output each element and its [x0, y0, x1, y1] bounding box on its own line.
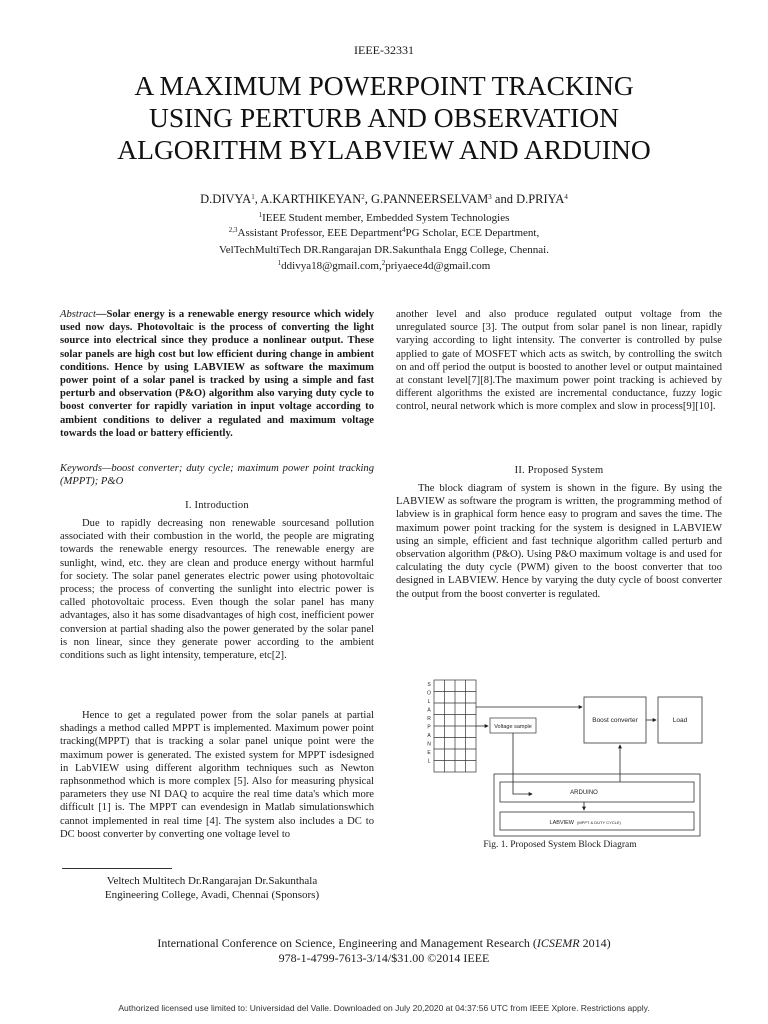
sponsor-footnote: [62, 874, 362, 902]
affiliation-3: VelTechMultiTech DR.Rangarajan DR.Sakunthala Engg College, Chennai.: [219, 244, 549, 256]
affiliation-2-sup-b: 4: [402, 226, 406, 234]
author-list: [0, 192, 768, 206]
section-heading-introduction: I. Introduction: [185, 500, 249, 511]
intro-paragraph-2: [60, 709, 374, 841]
author-3-sup: 3: [488, 193, 492, 201]
license-notice: Authorized licensed use limited to: Universidad del Valle. Downloaded on July 20,2020 at 04:37:56 UTC from IEEE Xplore. Restrictions apply.: [118, 1003, 650, 1013]
affiliation-1-text: IEEE Student member, Embedded System Technologies: [262, 212, 510, 224]
author-4: and D.PRIYA: [491, 192, 565, 206]
author-2-sup: 2: [361, 193, 365, 201]
title-line-1: A MAXIMUM POWERPOINT TRACKING: [134, 70, 634, 101]
boost-converter-label: Boost converter: [592, 717, 638, 724]
continued-paragraph: [396, 308, 722, 414]
abstract-text: —Solar energy is a renewable energy resource which widely used now days. Photovoltaic is the process of converting the light source into electrical since they produce a nonlinear output. These solar panels are high cost but low efficient during change in ambient conditions. Hence by using LABVIEW as software the maximum power point of a solar panel is tracked by using a simple and fast perturb and observation (P&O) algorithm also varying duty cycle to boost converter for rapidly variation in input voltage according to ambient conditions to deliver a regulated and maximum voltage towards the load or battery efficiently.: [60, 309, 374, 439]
solar-panel-letter: P: [427, 724, 431, 731]
solar-panel-letter: A: [427, 733, 431, 739]
solar-panel-label: [427, 682, 431, 765]
figure-caption: Fig. 1. Proposed System Block Diagram: [483, 840, 637, 850]
isbn-copyright: 978-1-4799-7613-3/14/$31.00 ©2014 IEEE: [278, 951, 490, 965]
controller-group-box: [494, 774, 700, 836]
author-1: D.DIVYA: [200, 192, 252, 206]
voltage-to-arduino-arrow: [513, 733, 532, 794]
affiliation-1: [0, 211, 768, 225]
title-line-2: USING PERTURB AND OBSERVATION: [148, 102, 620, 133]
solar-panel-letter: A: [427, 707, 431, 714]
block-diagram: [424, 674, 730, 842]
intro-paragraph-2-text: Hence to get a regulated power from the solar panels at partial shadings a method called MPPT is implemented. Maximum power point tracking(MPPT) that is tracking a solar panel unique point were the maximum power is generated. The existed system for MPPT isdesigned in LabVIEW using different algorithm techniques such as Newton raphsonmethod which is more complex [5]. Also for measuring physical parameters they use NI DAQ to acquire the real time data's which more difficult [1] is. The MPPT can evendesign in Matlab simulationswhich cannot implemented in real time [4]. The system also includes a DC to DC boost converter by converting one voltage level to: [60, 710, 374, 840]
labview-sublabel: (MPPT & DUTY CYCLE): [577, 820, 621, 825]
intro-paragraph-1-text: Due to rapidly decreasing non renewable sourcesand pollution associated with their combustion in the world, the people are migrating towards the renewable energy resources. The renewable energy are sunlight, wind, etc. they are clean and produce energy without harmful for society. The solar panel generates electric power using photovoltaic process; the process of converting the sunlight into electric power is called photovoltaic process. Even though the solar panel has many advantages, also it has some disadvantages of high cost, inefficient power conversion at partial shading also the power generated by the solar panel is non linear, since they generate power according to the ambient conditions such as light intensity, temperature, etc[2].: [60, 518, 374, 662]
solar-panel-letter: L: [427, 699, 431, 705]
proposed-paragraph: [396, 482, 722, 601]
conference-year: 2014): [579, 936, 611, 950]
conference-acronym: ICSEMR: [536, 936, 580, 950]
paper-id: IEEE-32331: [354, 43, 414, 57]
email-1: ddivya18@gmail.com,: [281, 260, 382, 272]
conference-line: [0, 936, 768, 951]
author-emails: [0, 259, 768, 273]
labview-label: LABVIEW: [549, 820, 574, 826]
load-label: Load: [672, 717, 688, 724]
affiliation-2-sup-a: 2,3: [228, 226, 238, 234]
solar-panel-letter: N: [427, 741, 431, 748]
solar-panel-letter: R: [427, 716, 431, 722]
continued-paragraph-text: another level and also produce regulated output voltage from the unregulated source [3]. The output from solar panel is non linear, rapidly varying according to light intensity. The converter is controlled by pulse applied to gate of MOSFET which acts as switch, by controlling the switch on and off period the output is boosted to another level or output maintained at constant level[7][8].The maximum power point tracking is achieved by different algorithms the existed are incremental conductance, fuzzy logic control, neural network which is more complex and slow in process[9][10].: [396, 309, 722, 413]
affiliation-2: [0, 226, 768, 240]
abstract: [60, 308, 374, 440]
arduino-label: ARDUINO: [570, 790, 598, 796]
keywords: Keywords—boost converter; duty cycle; maximum power point tracking (MPPT); P&O: [60, 463, 374, 488]
section-heading-proposed-system: II. Proposed System: [514, 465, 604, 476]
author-1-sup: 1: [251, 193, 255, 201]
affiliation-2-text-b: PG Scholar, ECE Department,: [405, 227, 540, 239]
sponsor-line-2: Engineering College, Avadi, Chennai (Sponsors): [104, 889, 320, 901]
voltage-sample-label: Voltage sample: [494, 724, 532, 730]
title-line-3: ALGORITHM BYLABVIEW AND ARDUINO: [117, 134, 651, 165]
solar-panel-letter: S: [427, 682, 431, 688]
solar-panel-grid: [434, 680, 476, 772]
email-2-sup: 2: [381, 259, 386, 267]
email-1-sup: 1: [277, 259, 282, 267]
email-2: priyaece4d@gmail.com: [385, 260, 491, 272]
paper-title: [40, 70, 728, 166]
conference-name: International Conference on Science, Engineering and Management Research (: [157, 936, 537, 950]
proposed-paragraph-text: The block diagram of system is shown in the figure. By using the LABVIEW as software the program is written, the programming method of labview is in graphical form hence easy to program and saves the time. The maximum power point tracking for the system is designed in LABVIEW using an simple, efficient and fast technique algorithm called perturb and observation algorithm (P&O). Using P&O maximum voltage is and used for calculating the duty cycle (PWM) given to the boost converter that too designed in LABVIEW. Hence by varying the duty cycle of boost converter the output from the boost converter is regulated.: [396, 483, 722, 600]
sponsor-line-1: Veltech Multitech Dr.Rangarajan Dr.Sakunthala: [106, 875, 318, 887]
abstract-label: Abstract: [60, 309, 96, 320]
affiliation-1-sup: 1: [258, 211, 263, 219]
solar-panel-letter: O: [427, 690, 431, 697]
footnote-rule: [62, 868, 172, 869]
author-3: , G.PANNEERSELVAM: [364, 192, 489, 206]
author-4-sup: 4: [564, 193, 568, 201]
author-2: , A.KARTHIKEYAN: [254, 192, 362, 206]
affiliation-2-text-a: Assistant Professor, EEE Department: [237, 227, 403, 239]
solar-panel-letter: L: [427, 758, 431, 765]
intro-paragraph-1: [60, 517, 374, 662]
solar-panel-letter: E: [427, 750, 431, 756]
